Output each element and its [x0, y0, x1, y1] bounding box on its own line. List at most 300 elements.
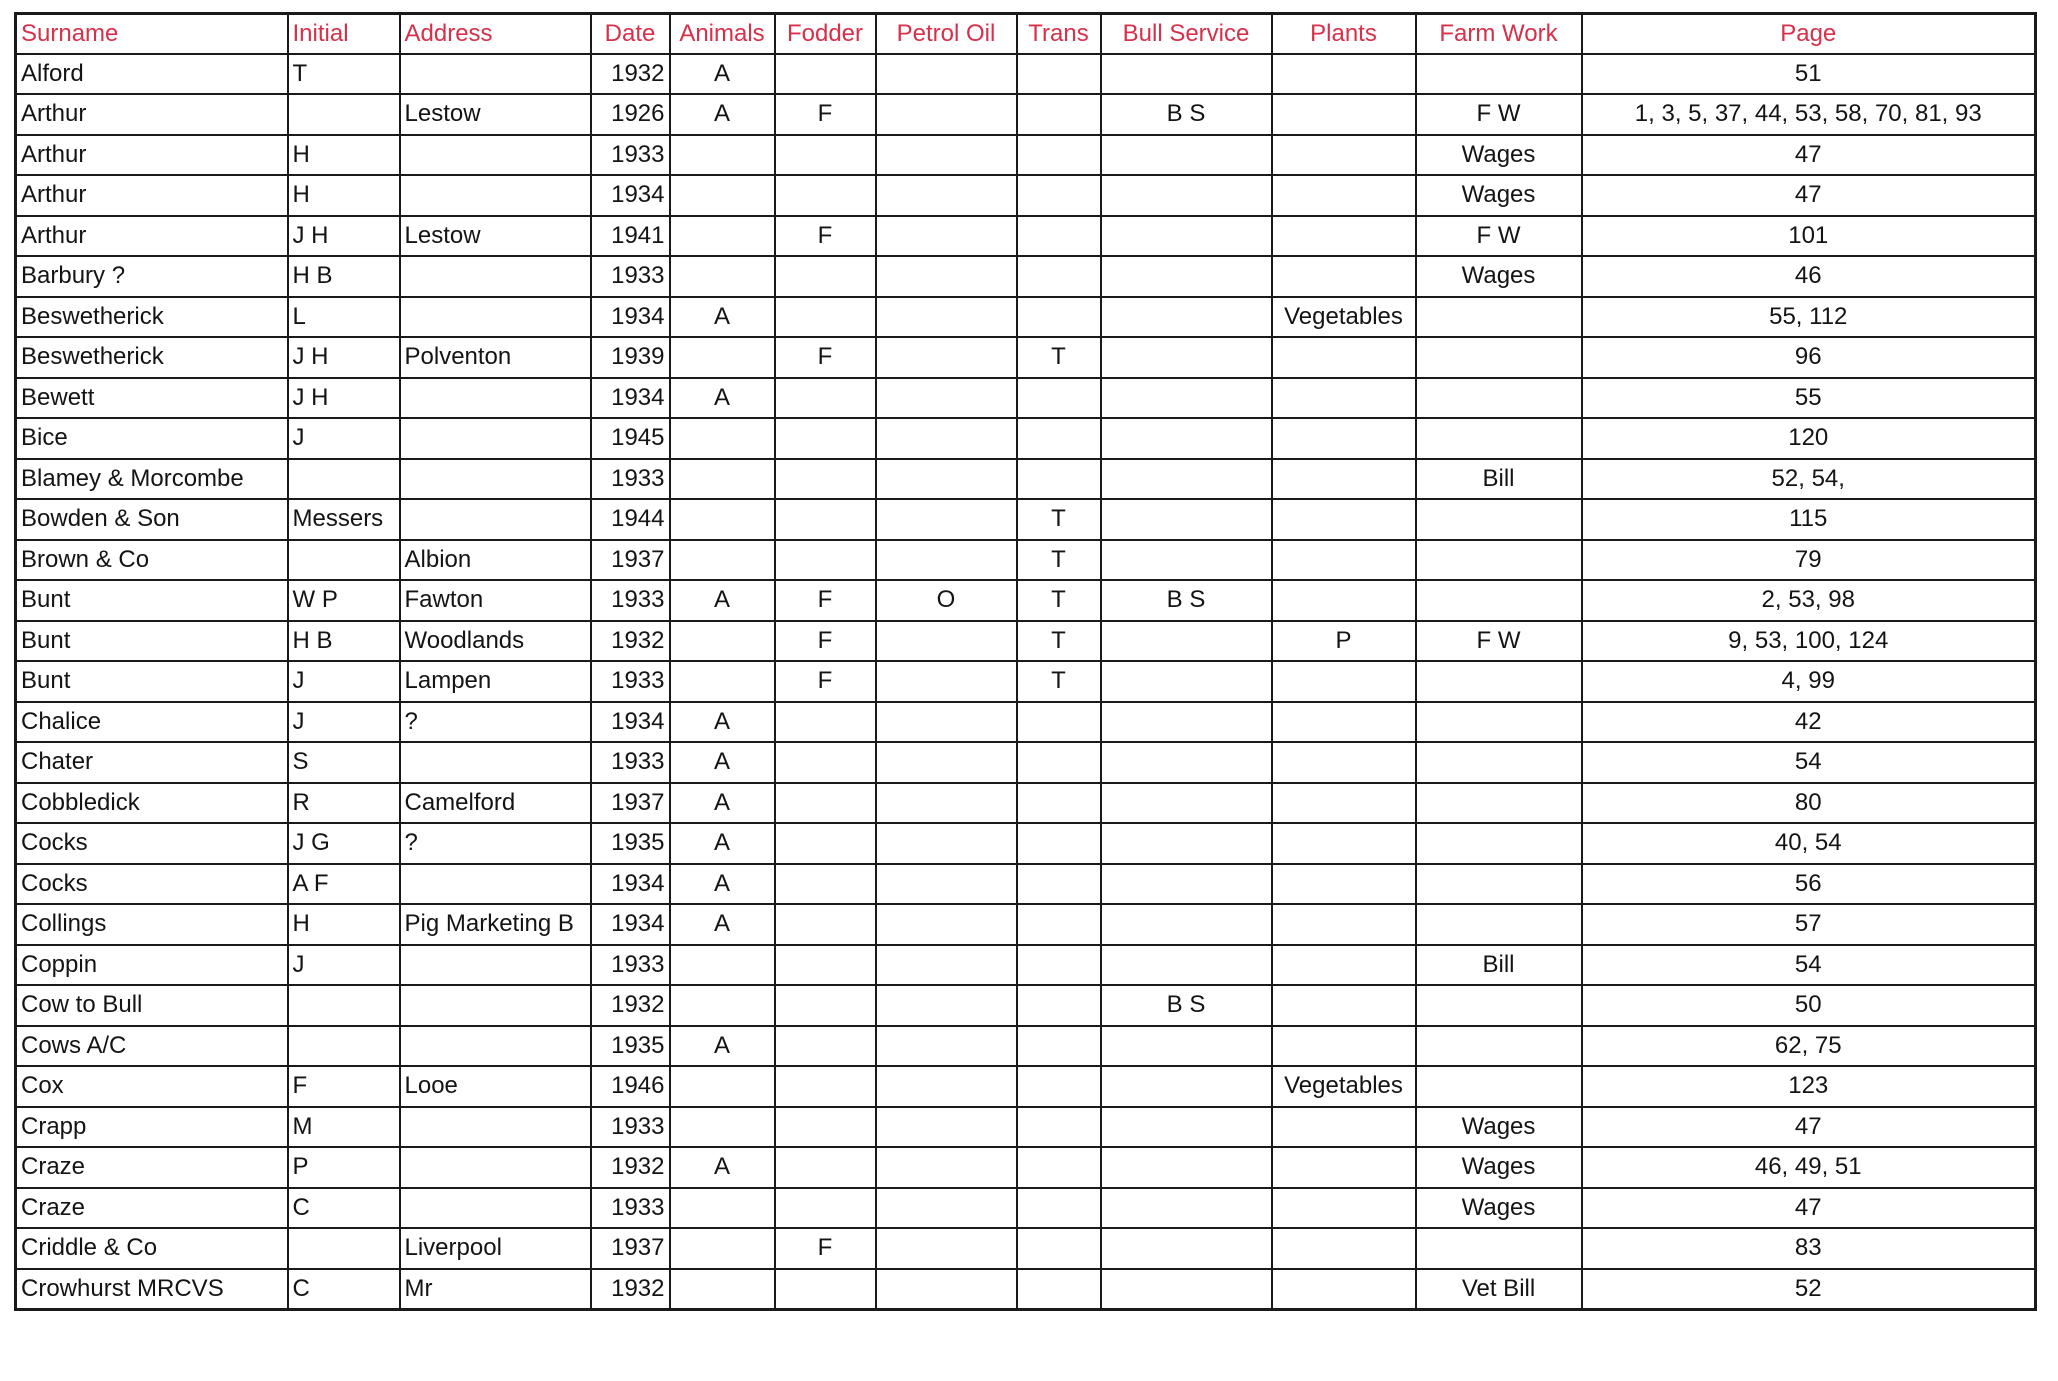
cell-fodder — [775, 783, 876, 824]
column-header-animals: Animals — [670, 14, 775, 54]
cell-date: 1934 — [591, 864, 670, 905]
cell-animals: A — [670, 702, 775, 743]
cell-page: 40, 54 — [1582, 823, 2036, 864]
cell-animals: A — [670, 378, 775, 419]
cell-animals — [670, 175, 775, 216]
cell-animals — [670, 337, 775, 378]
ledger-body — [16, 54, 2036, 1310]
cell-fodder — [775, 499, 876, 540]
cell-date: 1933 — [591, 742, 670, 783]
ledger-table — [14, 12, 2037, 1311]
cell-plants — [1272, 175, 1416, 216]
cell-bull-service — [1101, 540, 1272, 581]
cell-plants — [1272, 94, 1416, 135]
cell-trans — [1017, 418, 1101, 459]
cell-animals — [670, 1269, 775, 1310]
cell-bull-service — [1101, 823, 1272, 864]
table-row — [16, 540, 2036, 581]
cell-surname: Crapp — [16, 1107, 288, 1148]
cell-petrol-oil — [876, 540, 1017, 581]
cell-surname: Bunt — [16, 580, 288, 621]
cell-page: 2, 53, 98 — [1582, 580, 2036, 621]
cell-date: 1932 — [591, 621, 670, 662]
cell-bull-service — [1101, 175, 1272, 216]
cell-page: 51 — [1582, 54, 2036, 95]
cell-page: 47 — [1582, 175, 2036, 216]
cell-page: 52, 54, — [1582, 459, 2036, 500]
cell-bull-service — [1101, 864, 1272, 905]
cell-plants — [1272, 864, 1416, 905]
cell-petrol-oil — [876, 378, 1017, 419]
column-header-bull-service: Bull Service — [1101, 14, 1272, 54]
cell-plants: Vegetables — [1272, 297, 1416, 338]
cell-fodder: F — [775, 661, 876, 702]
cell-initial: H — [288, 135, 400, 176]
cell-bull-service — [1101, 1269, 1272, 1310]
cell-initial: T — [288, 54, 400, 95]
cell-page: 55 — [1582, 378, 2036, 419]
cell-animals: A — [670, 823, 775, 864]
cell-animals — [670, 499, 775, 540]
cell-petrol-oil — [876, 135, 1017, 176]
cell-fodder — [775, 459, 876, 500]
cell-address: Woodlands — [400, 621, 591, 662]
table-row — [16, 864, 2036, 905]
cell-petrol-oil — [876, 499, 1017, 540]
cell-fodder: F — [775, 216, 876, 257]
cell-bull-service — [1101, 499, 1272, 540]
cell-animals — [670, 661, 775, 702]
cell-address — [400, 499, 591, 540]
cell-surname: Craze — [16, 1188, 288, 1229]
cell-date: 1937 — [591, 1228, 670, 1269]
cell-plants — [1272, 945, 1416, 986]
cell-petrol-oil — [876, 459, 1017, 500]
cell-initial — [288, 540, 400, 581]
column-header-initial: Initial — [288, 14, 400, 54]
cell-bull-service — [1101, 1228, 1272, 1269]
cell-animals — [670, 1066, 775, 1107]
cell-farm-work: Wages — [1416, 256, 1582, 297]
cell-bull-service — [1101, 661, 1272, 702]
table-row — [16, 1107, 2036, 1148]
cell-trans — [1017, 783, 1101, 824]
cell-surname: Cox — [16, 1066, 288, 1107]
cell-plants — [1272, 1188, 1416, 1229]
cell-surname: Arthur — [16, 175, 288, 216]
cell-page: 54 — [1582, 742, 2036, 783]
cell-page: 55, 112 — [1582, 297, 2036, 338]
cell-petrol-oil — [876, 1188, 1017, 1229]
cell-bull-service — [1101, 904, 1272, 945]
cell-fodder — [775, 418, 876, 459]
cell-animals: A — [670, 54, 775, 95]
table-row — [16, 459, 2036, 500]
cell-surname: Criddle & Co — [16, 1228, 288, 1269]
cell-petrol-oil — [876, 985, 1017, 1026]
cell-plants — [1272, 540, 1416, 581]
cell-address: Liverpool — [400, 1228, 591, 1269]
cell-surname: Chalice — [16, 702, 288, 743]
column-header-surname: Surname — [16, 14, 288, 54]
cell-fodder — [775, 1188, 876, 1229]
cell-page: 101 — [1582, 216, 2036, 257]
cell-address — [400, 54, 591, 95]
table-row — [16, 945, 2036, 986]
cell-animals: A — [670, 94, 775, 135]
cell-address — [400, 1147, 591, 1188]
cell-address — [400, 256, 591, 297]
cell-trans — [1017, 1147, 1101, 1188]
cell-bull-service — [1101, 297, 1272, 338]
cell-plants — [1272, 580, 1416, 621]
cell-surname: Collings — [16, 904, 288, 945]
cell-plants — [1272, 783, 1416, 824]
cell-farm-work: F W — [1416, 621, 1582, 662]
cell-farm-work — [1416, 540, 1582, 581]
cell-plants — [1272, 256, 1416, 297]
cell-plants — [1272, 459, 1416, 500]
cell-page: 42 — [1582, 702, 2036, 743]
cell-trans — [1017, 378, 1101, 419]
cell-address: Pig Marketing B — [400, 904, 591, 945]
cell-petrol-oil — [876, 864, 1017, 905]
cell-fodder — [775, 1026, 876, 1067]
cell-initial — [288, 1026, 400, 1067]
cell-farm-work — [1416, 337, 1582, 378]
cell-animals: A — [670, 1026, 775, 1067]
cell-animals — [670, 1228, 775, 1269]
cell-petrol-oil — [876, 1228, 1017, 1269]
cell-farm-work — [1416, 742, 1582, 783]
cell-animals — [670, 945, 775, 986]
cell-trans: T — [1017, 580, 1101, 621]
cell-animals: A — [670, 297, 775, 338]
cell-plants — [1272, 1107, 1416, 1148]
cell-farm-work — [1416, 1066, 1582, 1107]
cell-initial: R — [288, 783, 400, 824]
cell-page: 123 — [1582, 1066, 2036, 1107]
table-row — [16, 1228, 2036, 1269]
cell-date: 1937 — [591, 783, 670, 824]
cell-plants — [1272, 1147, 1416, 1188]
cell-page: 4, 99 — [1582, 661, 2036, 702]
cell-address — [400, 945, 591, 986]
cell-initial: J — [288, 661, 400, 702]
cell-initial: H B — [288, 621, 400, 662]
cell-petrol-oil — [876, 945, 1017, 986]
cell-page: 47 — [1582, 135, 2036, 176]
cell-animals — [670, 1188, 775, 1229]
table-row — [16, 1147, 2036, 1188]
cell-bull-service — [1101, 337, 1272, 378]
cell-animals: A — [670, 904, 775, 945]
cell-bull-service — [1101, 945, 1272, 986]
cell-address — [400, 297, 591, 338]
column-header-page: Page — [1582, 14, 2036, 54]
cell-bull-service: B S — [1101, 94, 1272, 135]
cell-bull-service — [1101, 135, 1272, 176]
cell-page: 47 — [1582, 1107, 2036, 1148]
cell-surname: Crowhurst MRCVS — [16, 1269, 288, 1310]
cell-plants — [1272, 499, 1416, 540]
cell-animals: A — [670, 864, 775, 905]
cell-date: 1933 — [591, 459, 670, 500]
cell-page: 80 — [1582, 783, 2036, 824]
cell-plants — [1272, 904, 1416, 945]
cell-initial — [288, 1228, 400, 1269]
cell-trans — [1017, 135, 1101, 176]
cell-bull-service — [1101, 783, 1272, 824]
cell-initial — [288, 985, 400, 1026]
cell-surname: Chater — [16, 742, 288, 783]
cell-date: 1933 — [591, 1188, 670, 1229]
cell-date: 1932 — [591, 1147, 670, 1188]
cell-surname: Craze — [16, 1147, 288, 1188]
table-row — [16, 702, 2036, 743]
cell-trans — [1017, 175, 1101, 216]
cell-date: 1933 — [591, 945, 670, 986]
cell-initial: A F — [288, 864, 400, 905]
column-header-petrol-oil: Petrol Oil — [876, 14, 1017, 54]
cell-petrol-oil — [876, 1066, 1017, 1107]
cell-farm-work — [1416, 823, 1582, 864]
cell-initial: C — [288, 1269, 400, 1310]
cell-petrol-oil — [876, 823, 1017, 864]
cell-date: 1934 — [591, 175, 670, 216]
cell-date: 1932 — [591, 1269, 670, 1310]
cell-plants — [1272, 378, 1416, 419]
cell-initial — [288, 459, 400, 500]
cell-bull-service — [1101, 621, 1272, 662]
cell-plants — [1272, 418, 1416, 459]
table-row — [16, 823, 2036, 864]
cell-petrol-oil — [876, 621, 1017, 662]
cell-surname: Barbury ? — [16, 256, 288, 297]
cell-address: ? — [400, 702, 591, 743]
cell-initial: L — [288, 297, 400, 338]
cell-plants — [1272, 742, 1416, 783]
cell-fodder — [775, 702, 876, 743]
cell-bull-service — [1101, 1066, 1272, 1107]
table-row — [16, 297, 2036, 338]
cell-petrol-oil — [876, 54, 1017, 95]
cell-surname: Arthur — [16, 94, 288, 135]
cell-plants — [1272, 661, 1416, 702]
cell-page: 46, 49, 51 — [1582, 1147, 2036, 1188]
cell-address — [400, 1107, 591, 1148]
cell-petrol-oil — [876, 94, 1017, 135]
cell-farm-work: Wages — [1416, 175, 1582, 216]
table-row — [16, 175, 2036, 216]
cell-plants — [1272, 823, 1416, 864]
cell-petrol-oil — [876, 1269, 1017, 1310]
cell-trans — [1017, 742, 1101, 783]
cell-animals: A — [670, 742, 775, 783]
cell-trans — [1017, 1066, 1101, 1107]
cell-surname: Arthur — [16, 216, 288, 257]
cell-address — [400, 1188, 591, 1229]
cell-surname: Bewett — [16, 378, 288, 419]
cell-date: 1946 — [591, 1066, 670, 1107]
table-row — [16, 661, 2036, 702]
header-row — [16, 14, 2036, 54]
cell-initial — [288, 94, 400, 135]
cell-initial: J — [288, 702, 400, 743]
cell-trans — [1017, 904, 1101, 945]
cell-farm-work: F W — [1416, 216, 1582, 257]
cell-petrol-oil — [876, 742, 1017, 783]
cell-page: 9, 53, 100, 124 — [1582, 621, 2036, 662]
cell-fodder: F — [775, 580, 876, 621]
cell-farm-work — [1416, 378, 1582, 419]
cell-trans — [1017, 297, 1101, 338]
cell-plants — [1272, 54, 1416, 95]
cell-surname: Cobbledick — [16, 783, 288, 824]
column-header-farm-work: Farm Work — [1416, 14, 1582, 54]
cell-fodder — [775, 985, 876, 1026]
cell-animals — [670, 418, 775, 459]
cell-page: 54 — [1582, 945, 2036, 986]
cell-date: 1935 — [591, 1026, 670, 1067]
cell-plants: P — [1272, 621, 1416, 662]
cell-initial: F — [288, 1066, 400, 1107]
cell-surname: Brown & Co — [16, 540, 288, 581]
column-header-plants: Plants — [1272, 14, 1416, 54]
cell-trans — [1017, 1107, 1101, 1148]
cell-petrol-oil — [876, 418, 1017, 459]
table-row — [16, 499, 2036, 540]
cell-bull-service — [1101, 1026, 1272, 1067]
cell-address — [400, 985, 591, 1026]
cell-bull-service — [1101, 459, 1272, 500]
cell-fodder — [775, 1269, 876, 1310]
cell-bull-service — [1101, 1107, 1272, 1148]
cell-surname: Bice — [16, 418, 288, 459]
cell-fodder — [775, 823, 876, 864]
cell-surname: Cocks — [16, 823, 288, 864]
cell-surname: Beswetherick — [16, 337, 288, 378]
cell-address — [400, 378, 591, 419]
cell-page: 56 — [1582, 864, 2036, 905]
cell-farm-work: Wages — [1416, 1188, 1582, 1229]
cell-trans — [1017, 702, 1101, 743]
cell-address — [400, 135, 591, 176]
table-row — [16, 580, 2036, 621]
cell-address: Mr — [400, 1269, 591, 1310]
cell-fodder — [775, 256, 876, 297]
cell-farm-work — [1416, 783, 1582, 824]
cell-animals — [670, 459, 775, 500]
cell-petrol-oil — [876, 297, 1017, 338]
cell-farm-work: Bill — [1416, 945, 1582, 986]
cell-page: 1, 3, 5, 37, 44, 53, 58, 70, 81, 93 — [1582, 94, 2036, 135]
cell-petrol-oil — [876, 661, 1017, 702]
cell-animals — [670, 256, 775, 297]
cell-date: 1926 — [591, 94, 670, 135]
cell-date: 1933 — [591, 256, 670, 297]
cell-trans — [1017, 945, 1101, 986]
cell-bull-service — [1101, 256, 1272, 297]
cell-petrol-oil — [876, 904, 1017, 945]
column-header-date: Date — [591, 14, 670, 54]
cell-address: Polventon — [400, 337, 591, 378]
cell-date: 1933 — [591, 135, 670, 176]
cell-plants — [1272, 135, 1416, 176]
cell-address: Lestow — [400, 94, 591, 135]
cell-initial: J H — [288, 216, 400, 257]
table-row — [16, 1026, 2036, 1067]
cell-farm-work: Wages — [1416, 1147, 1582, 1188]
table-row — [16, 985, 2036, 1026]
cell-page: 115 — [1582, 499, 2036, 540]
cell-petrol-oil — [876, 1107, 1017, 1148]
table-row — [16, 256, 2036, 297]
cell-trans — [1017, 1228, 1101, 1269]
cell-trans — [1017, 823, 1101, 864]
cell-plants — [1272, 216, 1416, 257]
cell-initial: H — [288, 175, 400, 216]
cell-page: 57 — [1582, 904, 2036, 945]
cell-animals — [670, 985, 775, 1026]
cell-fodder — [775, 1147, 876, 1188]
cell-farm-work: Wages — [1416, 1107, 1582, 1148]
cell-farm-work: F W — [1416, 94, 1582, 135]
cell-farm-work — [1416, 580, 1582, 621]
cell-farm-work: Bill — [1416, 459, 1582, 500]
cell-date: 1933 — [591, 1107, 670, 1148]
cell-surname: Cocks — [16, 864, 288, 905]
cell-surname: Blamey & Morcombe — [16, 459, 288, 500]
cell-trans: T — [1017, 661, 1101, 702]
cell-surname: Alford — [16, 54, 288, 95]
cell-fodder — [775, 540, 876, 581]
cell-surname: Cow to Bull — [16, 985, 288, 1026]
cell-date: 1935 — [591, 823, 670, 864]
cell-initial: J — [288, 418, 400, 459]
cell-date: 1934 — [591, 702, 670, 743]
cell-plants — [1272, 1026, 1416, 1067]
cell-petrol-oil — [876, 783, 1017, 824]
cell-fodder — [775, 378, 876, 419]
cell-fodder — [775, 135, 876, 176]
cell-page: 52 — [1582, 1269, 2036, 1310]
cell-bull-service — [1101, 418, 1272, 459]
cell-bull-service — [1101, 1147, 1272, 1188]
cell-trans: T — [1017, 337, 1101, 378]
cell-initial: C — [288, 1188, 400, 1229]
cell-page: 79 — [1582, 540, 2036, 581]
cell-animals: A — [670, 1147, 775, 1188]
cell-bull-service — [1101, 54, 1272, 95]
cell-farm-work — [1416, 864, 1582, 905]
cell-farm-work — [1416, 985, 1582, 1026]
cell-plants — [1272, 702, 1416, 743]
cell-trans — [1017, 864, 1101, 905]
cell-trans — [1017, 54, 1101, 95]
cell-page: 96 — [1582, 337, 2036, 378]
cell-animals: A — [670, 580, 775, 621]
cell-farm-work — [1416, 499, 1582, 540]
cell-petrol-oil: O — [876, 580, 1017, 621]
table-row — [16, 1066, 2036, 1107]
cell-fodder — [775, 945, 876, 986]
cell-trans — [1017, 256, 1101, 297]
cell-address — [400, 459, 591, 500]
cell-bull-service: B S — [1101, 580, 1272, 621]
cell-initial: H B — [288, 256, 400, 297]
cell-surname: Bunt — [16, 621, 288, 662]
